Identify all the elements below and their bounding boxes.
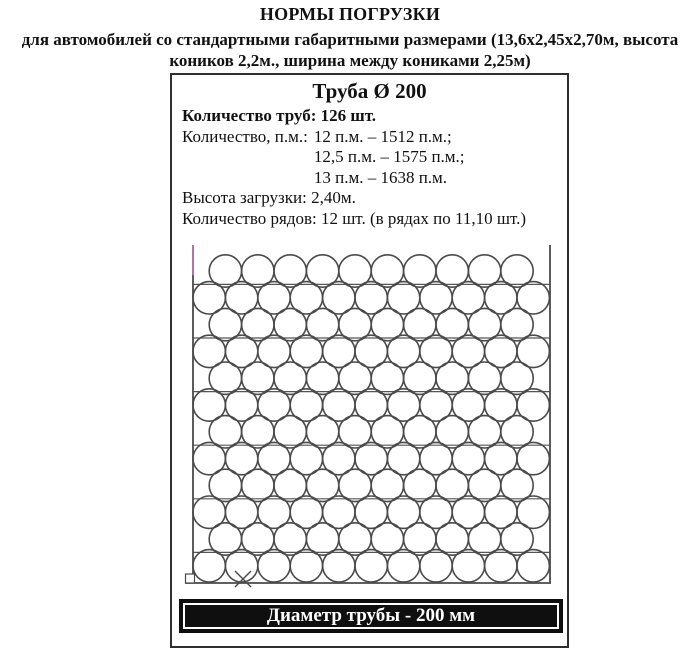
spec-length-value: 13 п.м. – 1638 п.м. (313, 167, 448, 187)
pipe-stack-diagram (173, 232, 569, 598)
spec-pipe-count: Количество труб: 126 шт. (182, 106, 377, 125)
page-subtitle-line-1: для автомобилей со стандартными габаритными размерами (13,6х2,45х2,70м, высота (21, 30, 679, 49)
page-subtitle-line-2: коников 2,2м., ширина между кониками 2,25м) (169, 51, 531, 70)
diameter-banner (179, 599, 563, 633)
spec-length-value: 12 п.м. – 1512 п.м.; (313, 126, 452, 146)
spec-lengths (182, 127, 567, 189)
card-title: Труба Ø 200 (312, 79, 427, 103)
page-title: НОРМЫ ПОГРУЗКИ (259, 4, 441, 24)
spec-lengths-values (314, 127, 465, 189)
load-norm-card (170, 73, 569, 648)
pipe-stack-diagram-svg (173, 232, 569, 598)
specs-block (182, 106, 567, 230)
spec-lengths-label: Количество, п.м.: (182, 126, 308, 146)
spec-length-value: 12,5 п.м. – 1575 п.м.; (313, 147, 465, 167)
page-header (0, 4, 700, 71)
spec-rows-info: Количество рядов: 12 шт. (в рядах по 11,10 шт.) (182, 208, 527, 228)
diameter-banner-text: Диаметр трубы - 200 мм (185, 605, 557, 627)
spec-load-height: Высота загрузки: 2,40м. (182, 188, 356, 208)
